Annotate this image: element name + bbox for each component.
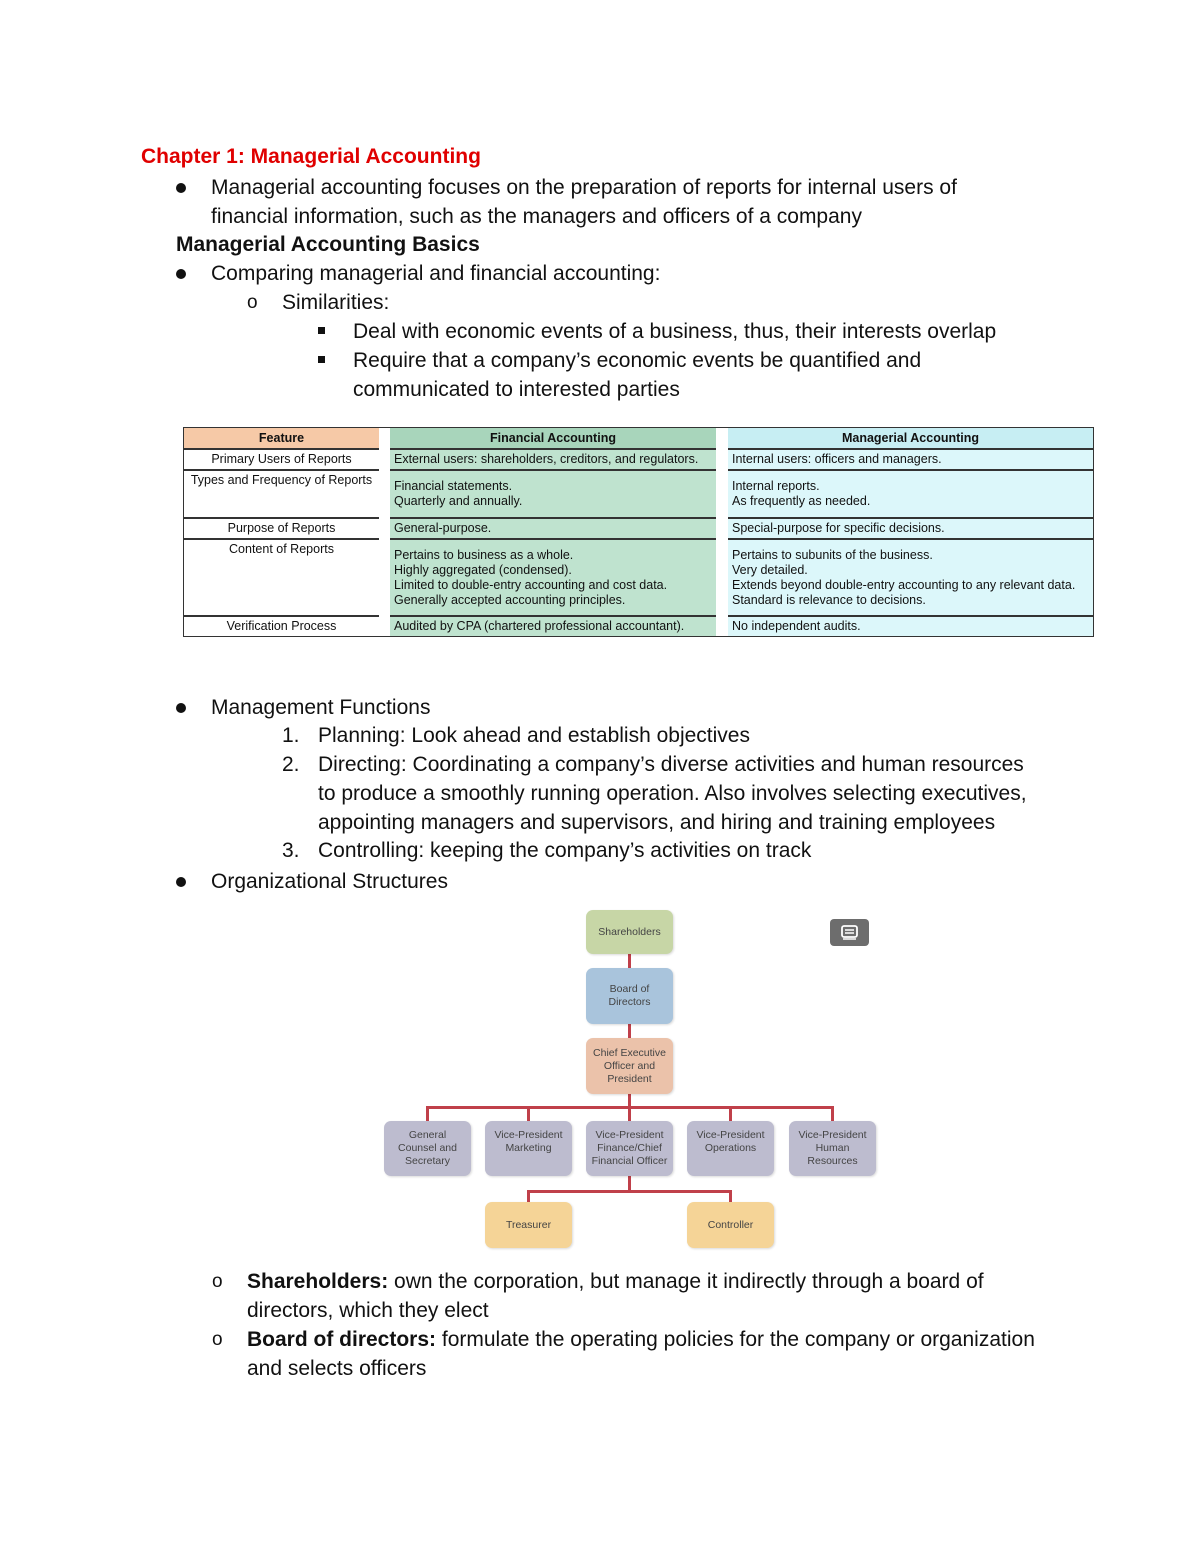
financial-cell: Audited by CPA (chartered professional accountant).: [394, 619, 685, 633]
comparison-table: [183, 427, 1094, 637]
circle-bullet-icon: o: [247, 292, 258, 313]
shareholders-definition-line-1: [247, 1267, 984, 1296]
shareholders-term: Shareholders:: [247, 1270, 389, 1293]
function-directing-line-1: Directing: Coordinating a company’s diverse activities and human resources: [318, 753, 1024, 776]
similarity-2-line-1: Require that a company’s economic events be quantified and: [353, 349, 922, 372]
financial-cell: Financial statements. Quarterly and annually.: [394, 479, 523, 508]
list-number: 2.: [282, 753, 300, 776]
board-term: Board of directors:: [247, 1328, 437, 1351]
feature-cell: Primary Users of Reports: [211, 452, 352, 466]
bullet-icon: [176, 877, 186, 887]
managerial-cell: Pertains to subunits of the business. Very detailed. Extends beyond double-entry accounting to any relevant data. Standard is relevance to decisions.: [732, 548, 1076, 607]
shareholders-def-text: own the corporation, but manage it indirectly through a board of: [388, 1270, 984, 1293]
financial-column: [390, 428, 716, 636]
function-directing-line-2: to produce a smoothly running operation. Also involves selecting executives,: [318, 782, 1027, 805]
org-node-general-counsel: General Counsel and Secretary: [384, 1121, 471, 1176]
managerial-column: [728, 428, 1093, 636]
org-node-vp-finance: Vice-President Finance/Chief Financial Officer: [586, 1121, 673, 1176]
org-node-vp-operations: Vice-President Operations: [687, 1121, 774, 1176]
financial-cell: General-purpose.: [394, 521, 492, 535]
bullet-icon: [176, 703, 186, 713]
circle-bullet-icon: o: [212, 1329, 223, 1350]
managerial-cell: Internal users: officers and managers.: [732, 452, 942, 466]
feature-column: [184, 428, 379, 636]
org-node-board: Board of Directors: [586, 968, 673, 1024]
org-structures-title: Organizational Structures: [211, 870, 448, 893]
financial-cell: Pertains to business as a whole. Highly aggregated (condensed). Limited to double-entry accounting and cost data. Generally accepted accounting principles.: [394, 548, 668, 607]
financial-cell: External users: shareholders, creditors, and regulators.: [394, 452, 699, 466]
section-title: Managerial Accounting Basics: [176, 233, 480, 256]
org-node-shareholders: Shareholders: [586, 910, 673, 954]
function-planning: Planning: Look ahead and establish objectives: [318, 724, 750, 747]
comment-icon: [830, 919, 869, 946]
shareholders-definition-line-2: directors, which they elect: [247, 1299, 489, 1322]
org-node-ceo: Chief Executive Officer and President: [586, 1038, 673, 1094]
org-node-vp-hr: Vice-President Human Resources: [789, 1121, 876, 1176]
list-number: 3.: [282, 839, 300, 862]
comparing-text: Comparing managerial and financial accounting:: [211, 262, 661, 285]
function-controlling: Controlling: keeping the company’s activities on track: [318, 839, 812, 862]
square-bullet-icon: [318, 327, 325, 334]
square-bullet-icon: [318, 356, 325, 363]
intro-line-1: Managerial accounting focuses on the preparation of reports for internal users of: [211, 176, 957, 199]
managerial-cell: Special-purpose for specific decisions.: [732, 521, 945, 535]
org-node-controller: Controller: [687, 1202, 774, 1248]
board-def-text: formulate the operating policies for the company or organization: [436, 1328, 1035, 1351]
bullet-icon: [176, 269, 186, 279]
similarity-1: Deal with economic events of a business, thus, their interests overlap: [353, 320, 997, 343]
circle-bullet-icon: o: [212, 1271, 223, 1292]
table-header-managerial: Managerial Accounting: [728, 428, 1093, 448]
table-header-financial: Financial Accounting: [390, 428, 716, 448]
list-number: 1.: [282, 724, 300, 747]
feature-cell: Purpose of Reports: [227, 521, 336, 535]
feature-cell: Verification Process: [226, 619, 337, 633]
chapter-heading: Chapter 1: Managerial Accounting: [141, 145, 481, 168]
similarity-2-line-2: communicated to interested parties: [353, 378, 680, 401]
org-node-vp-marketing: Vice-President Marketing: [485, 1121, 572, 1176]
board-definition-line-2: and selects officers: [247, 1357, 427, 1380]
feature-cell: Content of Reports: [229, 542, 334, 556]
table-header-feature: Feature: [184, 428, 379, 448]
intro-line-2: financial information, such as the managers and officers of a company: [211, 205, 862, 228]
management-functions-title: Management Functions: [211, 696, 431, 719]
managerial-cell: No independent audits.: [732, 619, 861, 633]
org-node-treasurer: Treasurer: [485, 1202, 572, 1248]
managerial-cell: Internal reports. As frequently as needed.: [732, 479, 871, 508]
bullet-icon: [176, 183, 186, 193]
similarities-label: Similarities:: [282, 291, 390, 314]
board-definition-line-1: [247, 1325, 1035, 1354]
feature-cell: Types and Frequency of Reports: [190, 473, 373, 487]
function-directing-line-3: appointing managers and supervisors, and hiring and training employees: [318, 811, 996, 834]
caption-overlay-button[interactable]: [830, 919, 869, 946]
